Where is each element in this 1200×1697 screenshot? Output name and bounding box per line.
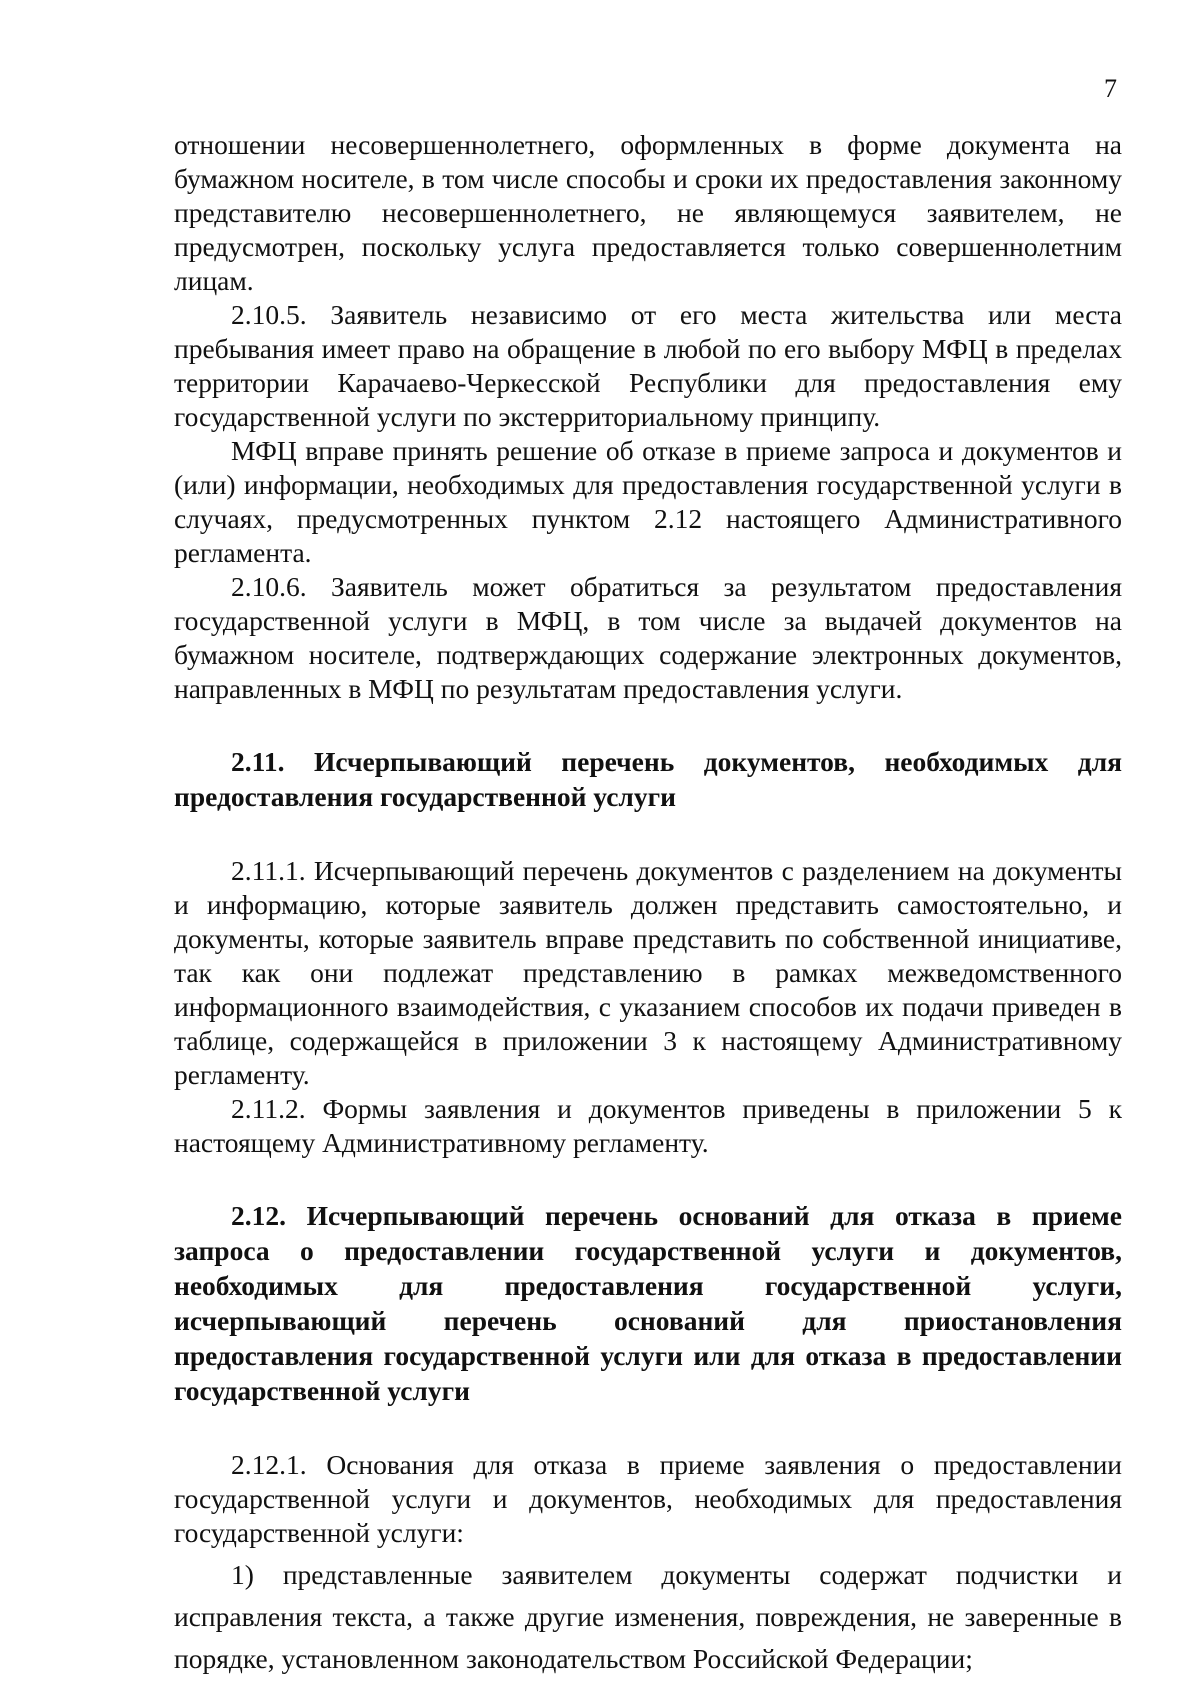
paragraph-2-10-5: 2.10.5. Заявитель независимо от его места жительства или места пребывания имеет право на обращение в любой по его выбору МФЦ в пределах территории Карачаево-Черкесской Республики для предоставления ему государственной услуги по экстерриториальному принципу. <box>174 299 1122 432</box>
paragraph-continuation: отношении несовершеннолетнего, оформленных в форме документа на бумажном носителе, в том числе способы и сроки их предоставления законному представителю несовершеннолетнего, не являющемуся заявителем, не предусмотрен, поскольку услуга предоставляется только совершеннолетним лицам. <box>174 129 1122 296</box>
section-heading-2-11: 2.11. Исчерпывающий перечень документов, необходимых для предоставления государственной услуги <box>174 746 1122 812</box>
list-item-1: 1) представленные заявителем документы содержат подчистки и исправления текста, а также другие изменения, повреждения, не заверенные в порядке, установленном законодательством Российской Федерации; <box>174 1559 1122 1674</box>
paragraph-2-11-1: 2.11.1. Исчерпывающий перечень документов с разделением на документы и информацию, которые заявитель должен представить самостоятельно, и документы, которые заявитель вправе представить по собственной инициативе, так как они подлежат представлению в рамках межведомственного информационного взаимодействия, с указанием способов их подачи приведен в таблице, содержащейся в приложении 3 к настоящему Административному регламенту. <box>174 855 1122 1090</box>
document-body <box>174 128 1122 1680</box>
page-number: 7 <box>1104 74 1117 103</box>
paragraph-2-12-1: 2.12.1. Основания для отказа в приеме заявления о предоставлении государственной услуги и документов, необходимых для предоставления государственной услуги: <box>174 1449 1122 1548</box>
paragraph-2-11-2: 2.11.2. Формы заявления и документов приведены в приложении 5 к настоящему Административному регламенту. <box>174 1093 1122 1158</box>
paragraph-2-10-6: 2.10.6. Заявитель может обратиться за результатом предоставления государственной услуги в МФЦ, в том числе за выдачей документов на бумажном носителе, подтверждающих содержание электронных документов, направленных в МФЦ по результатам предоставления услуги. <box>174 571 1122 704</box>
paragraph-mfc-refusal: МФЦ вправе принять решение об отказе в приеме запроса и документов и (или) информации, необходимых для предоставления государственной услуги в случаях, предусмотренных пунктом 2.12 настоящего Административного регламента. <box>174 435 1122 568</box>
section-heading-2-12: 2.12. Исчерпывающий перечень оснований для отказа в приеме запроса о предоставлении государственной услуги и документов, необходимых для предоставления государственной услуги, исчерпывающий перечень оснований для приостановления предоставления государственной услуги или для отказа в предоставлении государственной услуги <box>174 1200 1122 1406</box>
